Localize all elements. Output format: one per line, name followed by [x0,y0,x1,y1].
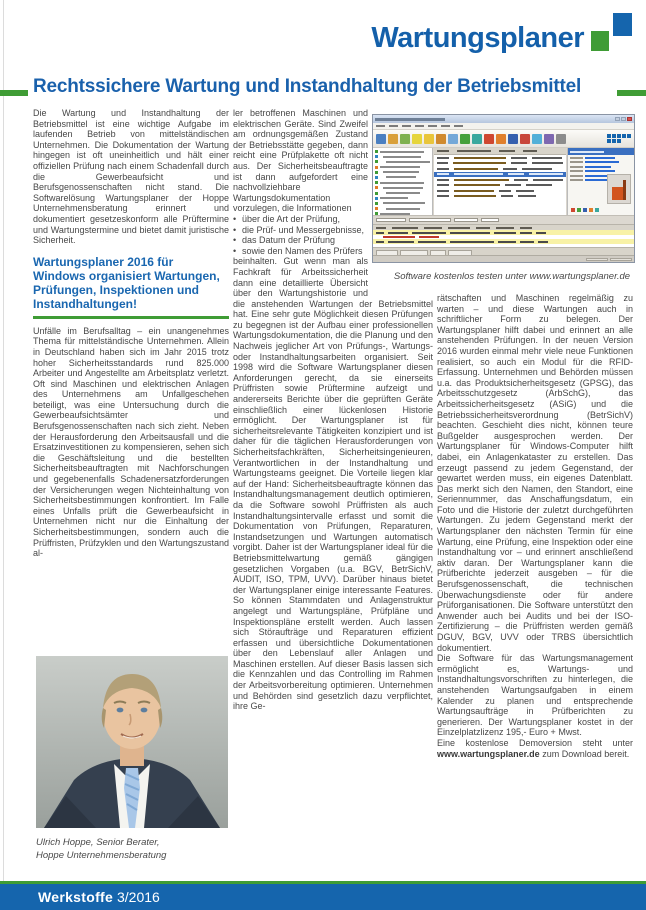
bullet-item: • über die Art der Prüfung, [233,213,341,224]
column-1 [33,108,229,654]
footer-issue: 3/2016 [116,889,160,905]
app-toolbar-icons [376,134,607,144]
bullet-item: • die Prüf- und Messergebnisse, [233,224,365,235]
app-window-title-bar [375,118,445,121]
page-edge-line [3,0,4,910]
app-lower-grid [373,224,634,247]
bullet-icon: • [233,224,237,235]
app-list-header [434,148,566,155]
app-content [373,148,634,215]
logo-blue-square [613,13,632,36]
col1-paragraph-1: Die Wartung und Instandhaltung der Betriebsmittel ist eine wichtige Aufgabe im laufenden Betrieb von mittelständischen Unternehmen. Die Dokumentation der Wartung hingegen ist oft uneinheitlich und hält einer offiziellen Prüfung nach einem Schadenfall durch die Gewerbeaufsicht und Berufsgenossenschaften nicht stand. Die Softwarelösung Wartungsplaner der Hoppe Unternehmensberatung erinnert und dokumentiert gesetzeskonform alle Prüftermine und Wartungstermine und bietet damit juristische Sicherheit. [33,108,229,246]
headline-rule-left [0,90,28,96]
col2-paragraph-2: beinhalten. Gut wenn man als Fachkraft für Arbeitssicherheit dann eine detaillierte Übersicht über den Wartungshistorie und die anstehenden Wartungen der Betriebsmittel hat. Eine sehr gute Möglichkeit diesen Prüfungen zu begegnen ist der Aufbau einer professionellen Wartungsdokumentation, die die Planung und den Nachweis jeglicher Art von Prüfungs-, Wartungs- oder Instandhaltungsarbeiten organisiert. Seit 1998 wird die Software Wartungsplaner diesen Anforderungen gerecht, da sie einerseits Prüffristen sowie Prüftermine aufzeigt und andererseits Berichte über die geprüften Geräte einschließlich einer lückenlosen Historie ermöglicht. Der Wartungsplaner ist für sicherheitsrelevante Tätigkeiten konzipiert und ist daher für die täglichen Herausforderungen von Sicherheitsfachkräften, Sicherheitsingenieuren, Verantwortlichen in der Instandhaltung und Wartungsteams geeignet. Die Vorteile liegen klar auf der Hand: Sicherheitsbeauftragte können das Instandhaltungsmanagement deutlich optimieren, da die Software sowohl Prüffristen als auch Instandhaltungsintervalle erfasst und somit die Dokumentation von Prüfungen, Reparaturen, Instandsetzungen und Wartungen automatisch vorgibt. Daher ist der Wartungsplaner ideal für die Betriebsmittelwartung gemäß gängigen gesetzlichen Vorgaben (u.a. BGV, BetrSichV, AUDIT, ISO, TPM, UVV). Darüber hinaus bietet der Wartungsplaner einige interessante Features. So können Stammdaten und Anlagenstruktur angelegt und Wartungspläne, Prüfpläne und Inspektionspläne erstellt werden. Auch lassen sich Störaufträge und Reparaturen effizient erfassen und übersichtliche Dokumentationen über den Lebenslauf aller Anlagen und Maschinen erstellen. Auf dieser Basis lassen sich die Kennzahlen und das Controlling im Rahmen der Arbeitsvorbereitung optimieren. Unternehmen und Behörden sind gesetzlich dazu verpflichtet, ihre Ge- [233,256,433,712]
bullet-icon: • [233,245,237,256]
col3-paragraph-1: rätschaften und Maschinen regelmäßig zu warten – und diese Wartungen auch in schriftlicher Form zu belegen. Der Wartungsplaner hilft dabei und erinnert an alle anstehenden Prüfungen. In der neuen Version 2016 wurden einmal mehr viele neue Funktionen realisiert, so auch ein Modul für die RFID-Erfassung. Unternehmen und Behörden müssen u.a. das Produktsicherheitsgesetz (GPSG), das Arbeitsschutzgesetz (ArbSchG), das Arbeitssicherheitsgesetz (ASiG) und die Betriebssicherheitsverordnung (BetrSichV) beachten. Geschieht dies nicht, können teure Bußgelder ausgesprochen werden. Der Wartungsplaner für Windows-Computer hilft dabei, ein Anlagenkataster zu erstellen. Das erzeugt passend zu jedem Gegenstand, der gewartet werden muss, ein eigenes Datenblatt. Das merkt sich den Namen, den Standort, eine Seriennummer, das Anschaffungsdatum, ein Foto und die Historie der zuletzt durchgeführten Wartungen. Zu jedem Gegenstand merkt der Wartungsplaner den nächsten Termin für eine Wartung, eine Prüfung, eine Inspektion oder eine Instandhaltung vor – und erinnert anschließend aktiv daran. Der Wartungsplaner kann die Prüfberichte jederzeit ausgeben – für die Berufsgenossenschaft, die technischen Überwachungsdienste oder für andere Prüforganisationen. Die Software unterstützt den Anwender auch bei Audits und bei der ISO-Zertifizierung – die Prüffristen werden gemäß DGUV, BGV, UVV oder TRBS übersichtlich dokumentiert. [437,293,633,653]
brand-title: Wartungsplaner [371,22,584,54]
grid-row-highlighted [373,239,634,244]
app-list-panel [434,148,566,215]
col2-paragraph-1: ler betroffenen Maschinen und elektrischen Geräte. Sind Zweifel am ordnungsgemäßen Zustand der Betriebsstätte gegeben, dann reicht eine Prüfplakette oft nicht aus. Der Sicherheitsbeauftragte ist dann aufgefordert eine nachvollziehbare Wartungsdokumentation vorzulegen, die Informationen [233,108,368,214]
app-status-bar [373,255,634,262]
bullet-item: • sowie den Namen des Prüfers [233,245,363,256]
bullet-icon: • [233,213,237,224]
logo-green-square [591,31,609,51]
figure-caption: Software kostenlos testen unter www.wartungsplaner.de [393,271,631,282]
app-menubar [373,123,634,130]
column-3 [437,293,633,865]
headline-rule-right [617,90,646,96]
col3-paragraph-2: Die Software für das Wartungsmanagement ermöglicht es, Wartungs- und Instandhaltungsvorschriften zu hinterlegen, die anstehenden Wartungsaufgaben in einem Kalender zu planen und entsprechende Wartungsaufträge in Prüfberichten zu generieren. Der Wartungsplaner kostet in der Einzelplatzlizenz 195,- Euro + Mwst. [437,653,633,738]
minimize-icon [615,117,620,121]
footer-magazine-title: Werkstoffe [38,889,114,905]
app-detail-panel [567,148,634,215]
col1-paragraph-2: Unfälle im Berufsalltag – ein unangenehmes Thema für mittelständische Unternehmen. Allein in Deutschland haben sich im Jahr 2015 trotz hoher Sicherheitsstandards rund 825.000 Arbeiter und Angestellte am Arbeitsplatz verletzt. Oft sind Maschinen und elektrischen Anlagen des Unternehmens am Unfallgeschehen beteiligt, was eine Untersuchung durch die Gewerbeaufsichtsämter und Berufsgenossenschaften nach sich zieht. Neben der Herausforderung den Arbeitsausfall und die Ersatzinvestitionen zu kompensieren, sehen sich die Geschäftsleitung und die bestellten Sicherheitsbeauftragten mit Nachforschungen und gegebenenfalls Schadenersatzforderungen der Versicherungen wegen Nichteinhaltung von Sicherheitsbestimmungen konfrontiert. Im Falle eines Unfalls prüft die Gewerbeaufsicht in Unternehmen nicht nur die Einhaltung der Sicherheitsbestimmungen, sondern auch die Prüffristen, Prüfzyklen und den Wartungszustand al- [33,325,229,559]
photo-caption: Ulrich Hoppe, Senior Berater, Hoppe Unternehmensberatung [36,837,167,861]
app-list-rows [434,155,566,199]
wartungsplaner-url-link[interactable]: www.wartungsplaner.de [437,748,540,759]
software-screenshot-figure [372,114,638,282]
col1-subheading: Wartungsplaner 2016 für Windows organisiert Wartungen, Prüfungen, Inspektionen und Instandhaltungen! [33,255,229,319]
bullet-icon: • [233,235,237,246]
footer-bar [0,884,646,910]
app-titlebar [373,115,634,123]
portrait-photo [36,656,228,828]
app-detail-header [568,148,634,155]
app-detail-icons [571,208,599,212]
article-headline: Rechtssichere Wartung und Instandhaltung der Betriebsmittel [33,76,582,97]
hoppe-logo [607,134,631,144]
app-filter-bar [373,215,634,224]
app-toolbar [373,130,634,148]
app-tab-strip [373,247,634,255]
app-tree-panel [373,148,433,215]
forklift-photo [607,174,631,204]
close-icon [627,117,632,121]
col3-paragraph-3: Eine kostenlose Demoversion steht unter www.wartungsplaner.de zum Download bereit. [437,737,633,759]
portrait-photo-svg [36,656,228,828]
app-window [372,114,635,263]
maximize-icon [621,117,626,121]
window-buttons [615,117,632,121]
bullet-item: • das Datum der Prüfung [233,235,336,246]
